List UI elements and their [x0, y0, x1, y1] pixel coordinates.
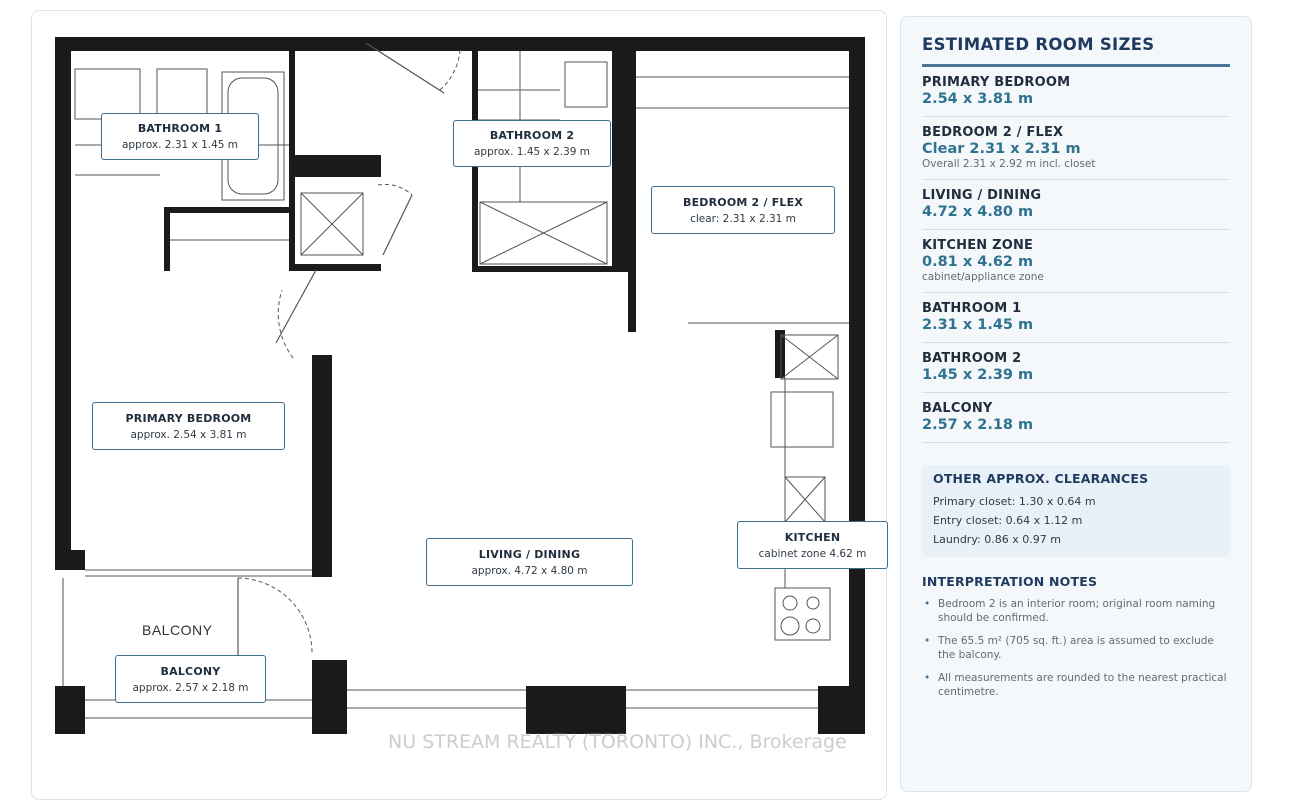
balcony-plan-text: BALCONY [142, 622, 213, 638]
label-bathroom-1 [101, 113, 259, 160]
note-item [922, 671, 1230, 699]
wall-top [55, 37, 865, 51]
bullet-icon: • [924, 635, 931, 647]
room-detail: Overall 2.31 x 2.92 m incl. closet [922, 158, 1096, 170]
label-title: LIVING / DINING [478, 547, 581, 561]
wall-bath1-bottom [164, 207, 289, 213]
room-row [922, 67, 1230, 117]
room-row [922, 293, 1230, 343]
room-name: BATHROOM 2 [922, 351, 1022, 366]
panel-title: ESTIMATED ROOM SIZES [922, 35, 1230, 67]
room-size: 2.57 x 2.18 m [922, 417, 1034, 433]
label-size: approx. 1.45 x 2.39 m [473, 146, 591, 158]
label-size: approx. 2.31 x 1.45 m [121, 139, 239, 151]
room-size: Clear 2.31 x 2.31 m [922, 141, 1081, 157]
room-size: 4.72 x 4.80 m [922, 204, 1034, 220]
label-size: clear: 2.31 x 2.31 m [690, 212, 796, 225]
note-item [922, 634, 1230, 662]
room-name: BEDROOM 2 / FLEX [922, 125, 1064, 140]
note-item [922, 597, 1230, 625]
note-text: All measurements are rounded to the nearest practical centimetre. [938, 672, 1227, 698]
note-text: Bedroom 2 is an interior room; original room naming should be confirmed. [938, 598, 1216, 624]
wall-bottom-left [312, 660, 347, 734]
note-text: The 65.5 m² (705 sq. ft.) area is assumed to exclude the balcony. [938, 635, 1214, 661]
label-title: BATHROOM 1 [137, 122, 223, 135]
room-size: 0.81 x 4.62 m [922, 254, 1034, 270]
room-row [922, 117, 1230, 180]
wall-right [849, 37, 865, 734]
room-row [922, 180, 1230, 230]
wall-left [55, 37, 71, 570]
room-size: 2.54 x 3.81 m [922, 91, 1034, 107]
label-title: BALCONY [160, 664, 221, 678]
room-sizes-panel [900, 16, 1252, 792]
watermark: NU STREAM REALTY (TORONTO) INC., Brokerage [388, 731, 847, 753]
room-detail: cabinet/appliance zone [922, 271, 1044, 283]
label-title: BATHROOM 2 [489, 129, 575, 142]
room-row [922, 343, 1230, 393]
clearances-title: OTHER APPROX. CLEARANCES [933, 471, 1149, 486]
clearances-box [922, 465, 1230, 557]
label-size: approx. 2.54 x 3.81 m [130, 428, 247, 441]
room-name: KITCHEN ZONE [922, 238, 1034, 253]
room-size: 2.31 x 1.45 m [922, 317, 1034, 333]
wall-bottom-mid [526, 686, 626, 734]
wall-closet-bottom [289, 264, 381, 271]
room-size: 1.45 x 2.39 m [922, 367, 1034, 383]
wall-bath2-bottom [472, 266, 630, 272]
label-kitchen [737, 521, 888, 569]
clearance-item: Primary closet: 1.30 x 0.64 m [933, 495, 1096, 508]
label-title: BEDROOM 2 / FLEX [682, 195, 804, 209]
room-name: BALCONY [922, 401, 993, 416]
room-name: BATHROOM 1 [922, 301, 1022, 316]
bullet-icon: • [924, 598, 931, 610]
label-size: approx. 2.57 x 2.18 m [132, 681, 249, 694]
label-title: KITCHEN [784, 530, 841, 544]
clearance-item: Entry closet: 0.64 x 1.12 m [933, 514, 1083, 527]
room-row [922, 230, 1230, 293]
room-name: PRIMARY BEDROOM [922, 75, 1071, 90]
notes-list [922, 597, 1230, 699]
label-bathroom-2 [453, 120, 611, 167]
room-row [922, 393, 1230, 443]
room-name: LIVING / DINING [922, 188, 1042, 203]
wall-closet-top [289, 155, 381, 177]
bullet-icon: • [924, 672, 931, 684]
notes-title: INTERPRETATION NOTES [922, 574, 1098, 589]
label-title: PRIMARY BEDROOM [125, 411, 252, 425]
wall-laundry-left [164, 207, 170, 271]
wall-bed2-left [628, 51, 636, 332]
label-primary-bedroom [92, 402, 285, 450]
wall-primary-right [312, 355, 332, 577]
wall-bottom-right [818, 686, 865, 734]
clearance-item: Laundry: 0.86 x 0.97 m [933, 533, 1061, 546]
label-balcony [115, 655, 266, 703]
wall-primary-bottom-left [55, 550, 85, 570]
label-living-dining [426, 538, 633, 586]
label-size: cabinet zone 4.62 m [758, 547, 867, 560]
label-bedroom-2 [651, 186, 835, 234]
wall-balcony-left [55, 686, 85, 734]
label-size: approx. 4.72 x 4.80 m [471, 564, 588, 577]
